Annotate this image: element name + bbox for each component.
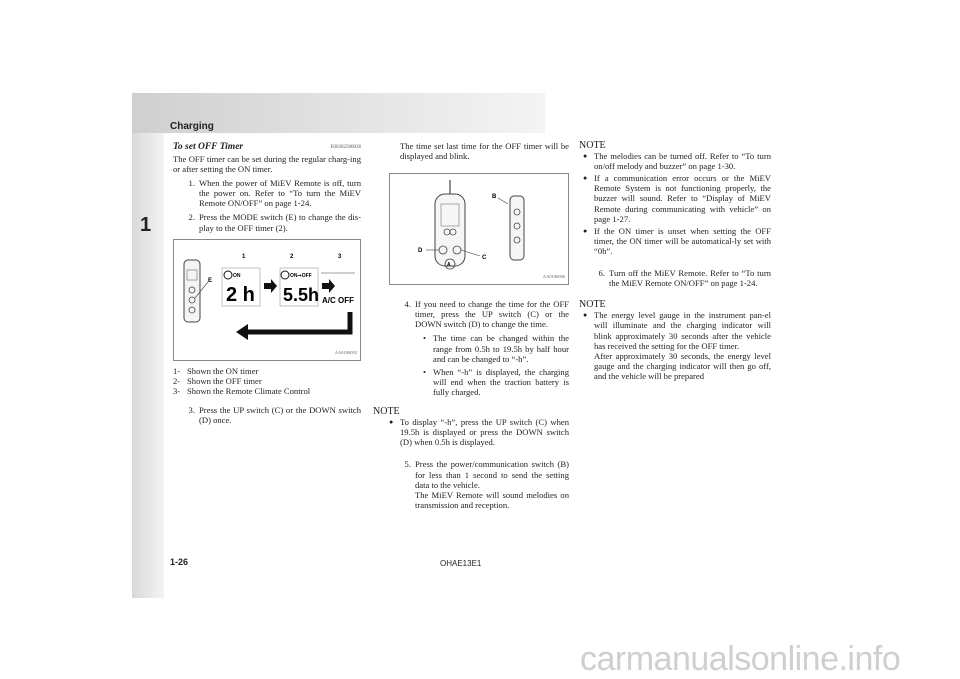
chapter-tab-number: 1: [140, 214, 152, 236]
label-2h: 2 h: [226, 283, 255, 306]
label-b: B: [492, 194, 497, 201]
chapter-side-strip: [132, 133, 164, 598]
figure-code: AA0106086: [542, 274, 565, 280]
note-item: ● The energy level gauge in the instrument pan-el will illuminate and the charging indicator will blink approximately 30 seconds after the vehicle has received the setting for the OFF timer.: [583, 310, 771, 351]
arrow-right-icon: [322, 279, 335, 293]
bullet-item: • The time can be changed within the range from 0.5h to 19.5h by half hour and can be changed to “-h”.: [423, 333, 569, 364]
caption-2: 2- Shown the OFF timer: [173, 375, 262, 386]
step-4: 4. If you need to change the time for the OFF timer, press the UP switch (C) or the DOWN switch (D) to change the time.: [404, 299, 569, 330]
bullet-dot-icon: ●: [389, 418, 394, 427]
note-heading: NOTE: [579, 140, 606, 151]
bullet-dot-icon: ●: [583, 226, 588, 235]
label-d: D: [418, 248, 423, 255]
remote-illustration: [390, 174, 568, 284]
section-code: E00302500038: [330, 145, 361, 150]
figure-timer-displays: [173, 239, 361, 361]
page-header-title: Charging: [170, 121, 214, 132]
figure-remote-buttons: [389, 173, 569, 285]
page-number: 1-26: [170, 557, 189, 567]
note-item: ● If a communication error occurs or the MiEV Remote System is not functioning properly, the buzzer will sound. Refer to “Display of MiEV Remote during communicating with vehicle” on page 1-27.: [583, 173, 771, 224]
intro-paragraph: The OFF timer can be set during the regular charg-ing or after setting the ON timer.: [173, 154, 361, 175]
intro-paragraph: The time set last time for the OFF timer will be displayed and blink.: [400, 141, 569, 162]
note-item: ● If the ON timer is unset when setting the OFF timer, the ON timer will be automatical-ly set with “0h”.: [583, 225, 771, 256]
step-5-continued: The MiEV Remote will sound melodies on transmission and reception.: [415, 489, 569, 510]
caption-3: 3- Shown the Remote Climate Control: [173, 385, 311, 396]
note-item: ● To display “-h”, press the UP switch (C) when 19.5h is displayed or press the DOWN switch (D) when 0.5h is displayed.: [389, 417, 569, 448]
section-title: To set OFF Timer: [173, 142, 244, 152]
step-3: 3. Press the UP switch (C) or the DOWN switch (D) once.: [188, 404, 361, 426]
manual-code: OHAE13E1: [440, 559, 482, 568]
bullet-dot-icon: ●: [583, 311, 588, 320]
step-5: 5. Press the power/communication switch (B) for less than 1 second to send the setting data to the vehicle.: [404, 459, 569, 490]
label-3: 3: [338, 253, 342, 260]
label-on: ON: [233, 272, 241, 279]
label-1: 1: [242, 253, 246, 260]
label-5-5h: 5.5h: [283, 284, 320, 305]
step-1: 1. When the power of MiEV Remote is off, turn the power on. Refer to “To turn the MiEV Remote ON/OFF” on page 1-24.: [188, 178, 361, 209]
bullet-dot-icon: ●: [583, 174, 588, 183]
column-left: [173, 141, 361, 429]
bullet-dot-icon: ●: [583, 152, 588, 161]
step-2: 2. Press the MODE switch (E) to change the dis-play to the OFF timer (2).: [188, 212, 361, 233]
label-ac-off: A/C OFF: [322, 295, 354, 305]
label-a: A: [447, 262, 451, 269]
return-arrow-icon: [236, 324, 248, 340]
timer-display-illustration: [174, 240, 360, 360]
watermark-text: carmanualsonline.info: [580, 640, 901, 678]
label-on-off: ON➞OFF: [290, 272, 312, 279]
figure-code: AA0106092: [334, 349, 357, 355]
note-continued: After approximately 30 seconds, the energy level gauge and the charging indicator will then go off, and the vehicle will be prepared: [594, 350, 771, 381]
caption-1: 1- Shown the ON timer: [173, 365, 259, 376]
column-right: [579, 140, 771, 385]
bullet-item: • When “-h” is displayed, the charging will end when the traction battery is fully charged.: [423, 366, 569, 397]
label-e: E: [208, 277, 213, 284]
note-heading: NOTE: [373, 406, 400, 418]
label-c: C: [482, 255, 487, 262]
step-6: 6. Turn off the MiEV Remote. Refer to “To turn the MiEV Remote ON/OFF” on page 1-24.: [598, 268, 771, 289]
column-middle: [373, 141, 569, 514]
arrow-right-icon: [264, 279, 277, 293]
note-heading: NOTE: [579, 299, 606, 311]
label-2: 2: [290, 253, 294, 260]
note-item: ● The melodies can be turned off. Refer to “To turn on/off melody and buzzer” on page 1-30.: [583, 151, 771, 172]
